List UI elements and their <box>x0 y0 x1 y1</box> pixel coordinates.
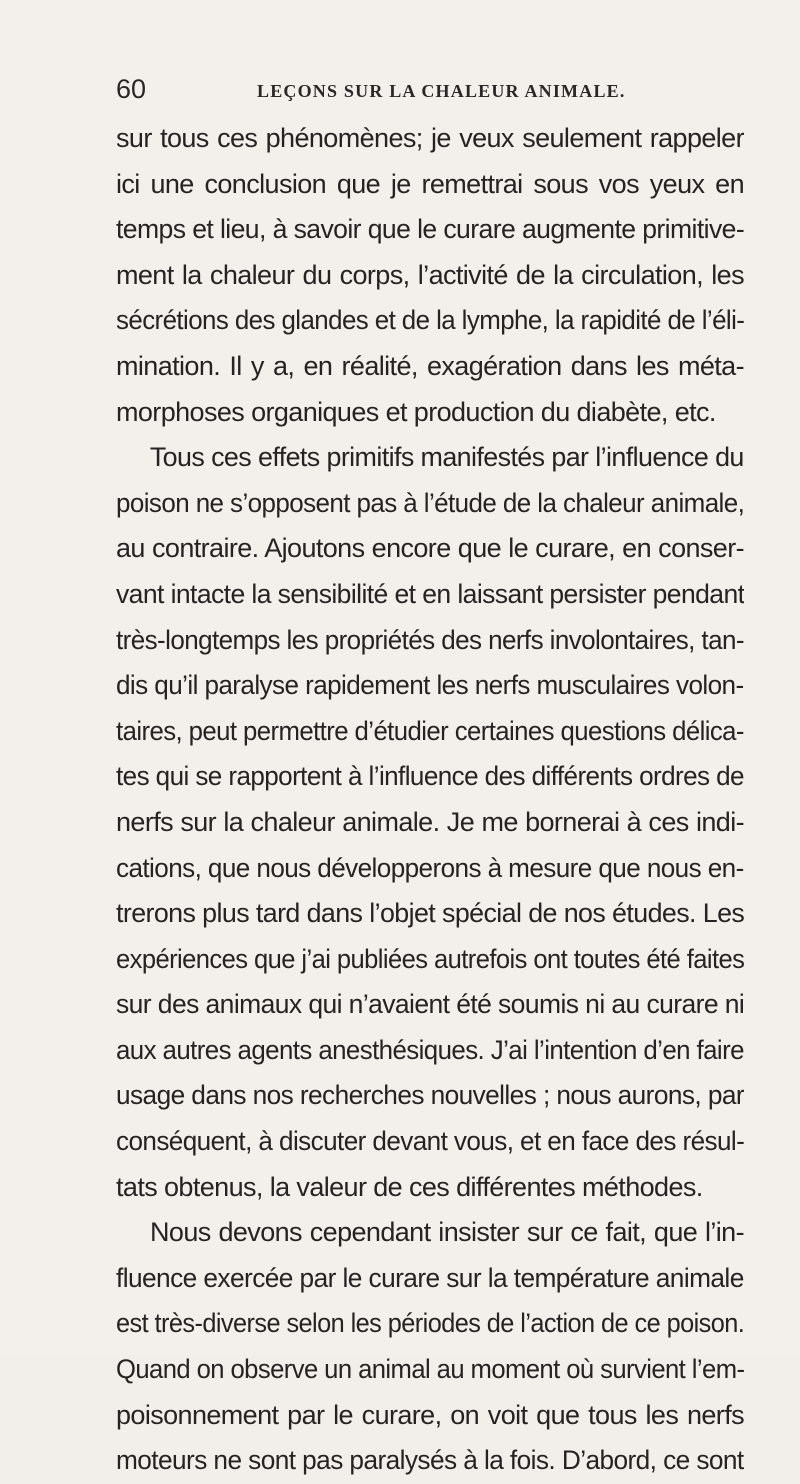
text-line: mination. Il y a, en réalité, exagération dans les méta- <box>116 350 744 381</box>
text-line: tats obtenus, la valeur de ces différentes méthodes. <box>116 1171 703 1202</box>
text-line: sécrétions des glandes et de la lymphe, la rapidité de l’éli- <box>116 305 745 336</box>
text-line: expériences que j’ai publiées autrefois ont toutes été faites <box>116 943 745 974</box>
text-line: est très-diverse selon les périodes de l’action de ce poison. <box>116 1308 744 1339</box>
text-line: tes qui se rapportent à l’influence des différents ordres de <box>116 761 744 792</box>
text-line: au contraire. Ajoutons encore que le curare, en conser- <box>116 533 744 564</box>
text-line: nerfs sur la chaleur animale. Je me bornerai à ces indi- <box>116 806 744 837</box>
text-line: ment la chaleur du corps, l’activité de la circulation, les <box>116 259 744 290</box>
text-line: poisonnement par le curare, on voit que tous les nerfs <box>116 1399 744 1430</box>
text-line: trerons plus tard dans l’objet spécial de nos études. Les <box>116 898 745 929</box>
text-line: vant intacte la sensibilité et en laissant persister pendant <box>116 578 745 609</box>
page-number: 60 <box>116 74 147 104</box>
text-line: dis qu’il paralyse rapidement les nerfs musculaires volon- <box>116 670 744 701</box>
text-line: usage dans nos recherches nouvelles ; nous aurons, par <box>116 1080 744 1111</box>
text-line: sur tous ces phénomènes; je veux seulement rappeler <box>116 123 744 153</box>
running-head <box>116 74 744 108</box>
text-line: cations, que nous développerons à mesure que nous en- <box>116 852 744 883</box>
running-title: LEÇONS SUR LA CHALEUR ANIMALE. <box>257 81 626 101</box>
text-line: fluence exercée par le curare sur la température animale <box>116 1262 744 1293</box>
text-line: Quand on observe un animal au moment où survient l’em- <box>116 1354 744 1385</box>
body-text <box>116 116 744 1484</box>
text-line: ici une conclusion que je remettrai sous vos yeux en <box>116 168 744 199</box>
text-line: taires, peut permettre d’étudier certaines questions délica- <box>116 715 744 746</box>
text-line: conséquent, à discuter devant vous, et en face des résul- <box>116 1126 745 1157</box>
text-line: Tous ces effets primitifs manifestés par l’influence du <box>149 442 744 473</box>
text-line: moteurs ne sont pas paralysés à la fois. D’abord, ce sont <box>116 1445 744 1476</box>
text-line: temps et lieu, à savoir que le curare augmente primitive- <box>116 214 744 245</box>
text-line: morphoses organiques et production du diabète, etc. <box>116 396 716 427</box>
text-line: aux autres agents anesthésiques. J’ai l’intention d’en faire <box>116 1034 744 1065</box>
text-line: très-longtemps les propriétés des nerfs involontaires, tan- <box>116 624 744 655</box>
text-line: poison ne s’opposent pas à l’étude de la chaleur animale, <box>116 487 744 518</box>
text-line: sur des animaux qui n’avaient été soumis ni au curare ni <box>116 989 744 1020</box>
text-line: Nous devons cependant insister sur ce fait, que l’in- <box>150 1217 744 1248</box>
